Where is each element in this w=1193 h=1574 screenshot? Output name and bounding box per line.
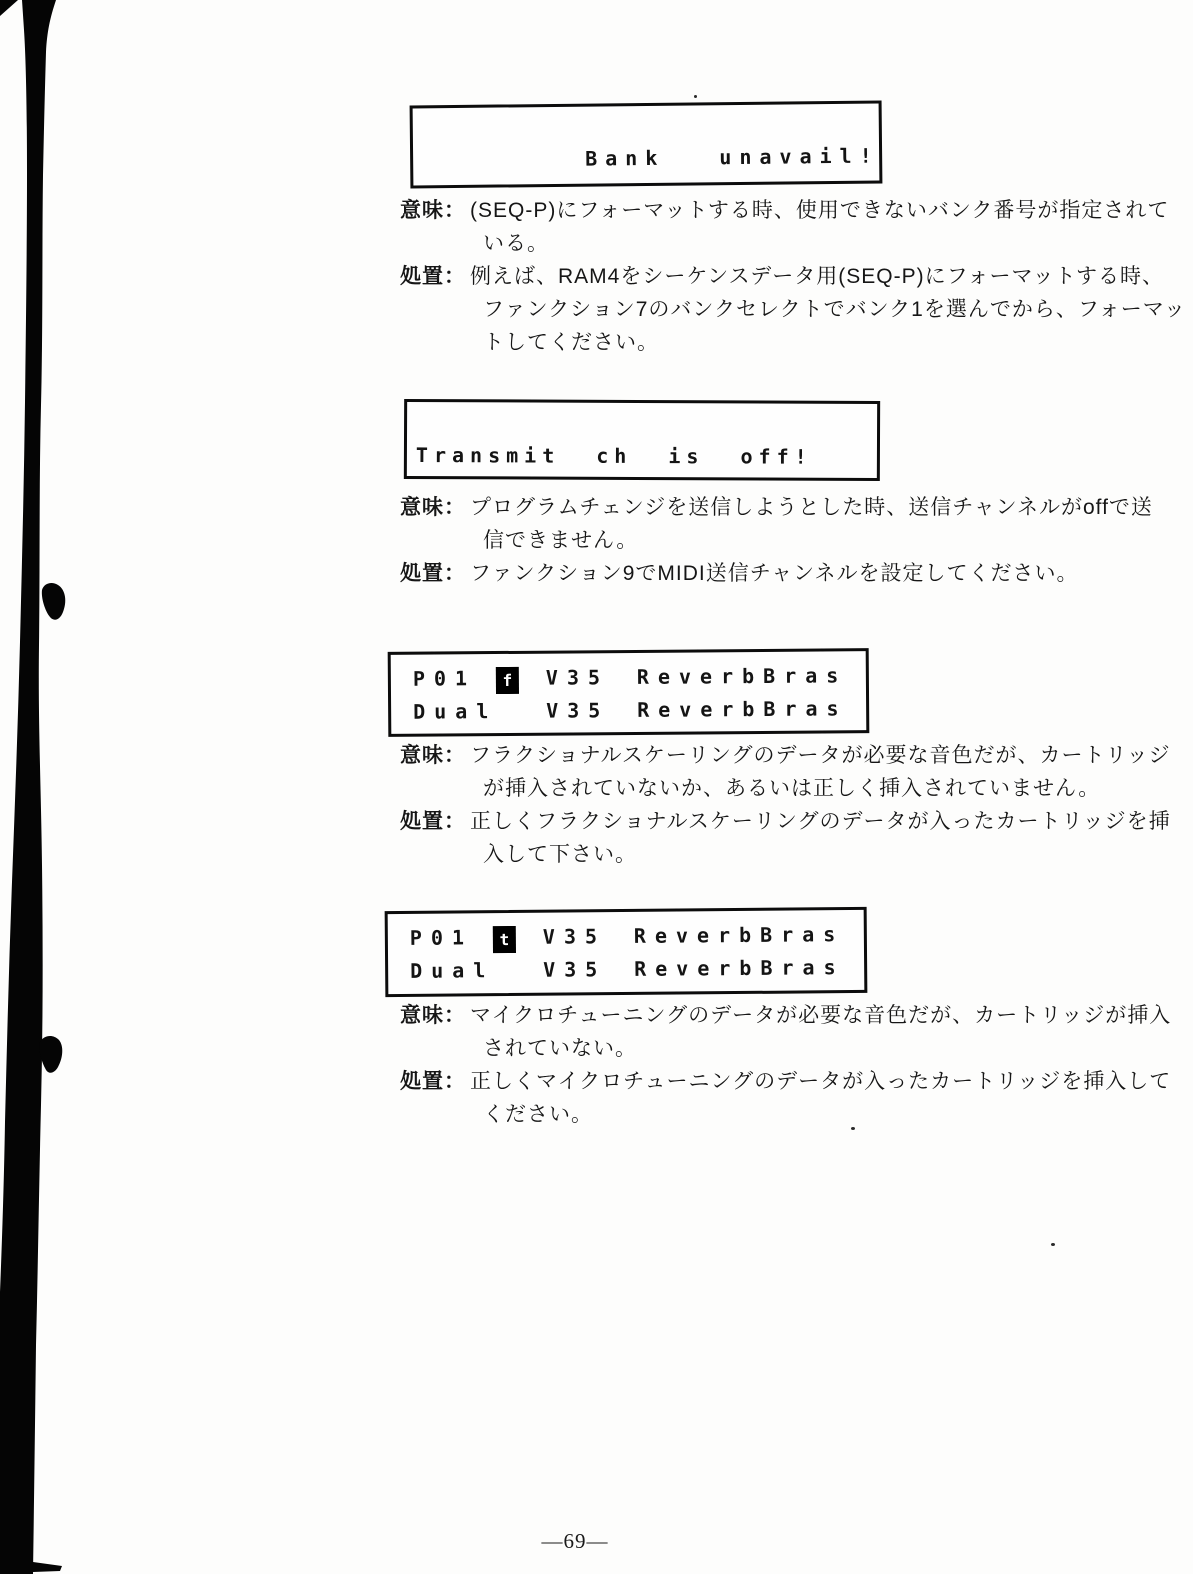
description-block-fractional-scaling — [400, 739, 1190, 871]
meaning-label: 意味： — [400, 199, 466, 222]
line-label — [400, 326, 470, 359]
page-number: —69— — [541, 1529, 609, 1553]
lcd-display-bank-unavail — [410, 101, 883, 189]
remedy-label: 処置： — [400, 562, 466, 585]
scan-speck — [851, 1127, 855, 1130]
remedy-row — [400, 260, 1190, 293]
meaning-row — [400, 194, 1190, 227]
remedy-label: 処置： — [400, 1070, 466, 1093]
remedy-row — [400, 1065, 1190, 1098]
continuation-row — [400, 1032, 1190, 1065]
meaning-label: 意味： — [400, 1004, 466, 1027]
lcd-voice-number: V35 — [542, 924, 607, 949]
line-label — [400, 1098, 470, 1131]
continuation-row — [400, 1098, 1190, 1131]
line-text: いる。 — [483, 232, 549, 255]
line-label — [400, 293, 470, 326]
lcd-voice-name: ReverbBras — [636, 663, 848, 689]
line-label — [400, 1032, 470, 1065]
continuation-row — [400, 838, 1190, 871]
line-label — [400, 524, 470, 557]
remedy-label: 処置： — [400, 810, 466, 833]
continuation-row — [400, 293, 1190, 326]
line-text: ください。 — [483, 1103, 593, 1126]
line-label — [400, 772, 470, 805]
line-text: トしてください。 — [483, 331, 659, 354]
lcd-voice-number: V35 — [546, 698, 610, 723]
lcd-program-number: P01 — [409, 925, 474, 950]
remedy-label: 処置： — [400, 265, 466, 288]
line-text: が挿入されていないか、あるいは正しく挿入されていません。 — [483, 777, 1101, 800]
continuation-row — [400, 524, 1190, 557]
lcd-voice-name: ReverbBras — [637, 696, 848, 722]
description-block-transmit-off — [400, 491, 1190, 590]
line-text: (SEQ-P)にフォーマットする時、使用できないバンク番号が指定されて — [470, 199, 1170, 222]
continuation-row — [400, 227, 1190, 260]
lcd-voice-name: ReverbBras — [633, 922, 845, 948]
line-label — [400, 838, 470, 871]
continuation-row — [400, 772, 1190, 805]
scan-speck — [694, 95, 697, 98]
remedy-row — [400, 557, 1190, 590]
lcd-display-micro-tuning — [385, 907, 868, 997]
meaning-label: 意味： — [400, 496, 466, 519]
continuation-row — [400, 326, 1190, 359]
scan-binding-artifact — [0, 0, 80, 1574]
description-block-bank-unavail — [400, 194, 1190, 359]
line-text: 信できません。 — [483, 529, 639, 552]
lcd-message-text: Bank unavail! — [585, 143, 880, 171]
lcd-voice-number: V35 — [545, 665, 610, 690]
lcd-display-transmit-off — [404, 399, 880, 481]
lcd-voice-name: ReverbBras — [634, 955, 845, 981]
lcd-inverse-f-flag: f — [496, 667, 519, 694]
lcd-voice-number: V35 — [543, 957, 607, 982]
line-text: プログラムチェンジを送信しようとした時、送信チャンネルがoffで送 — [470, 496, 1153, 519]
line-text: ファンクション7のバンクセレクトでバンク1を選んでから、フォーマッ — [483, 298, 1186, 321]
meaning-label: 意味： — [400, 744, 466, 767]
lcd-mode-label: Dual — [413, 699, 498, 724]
line-text: フラクショナルスケーリングのデータが必要な音色だが、カートリッジ — [470, 744, 1171, 767]
line-label — [400, 227, 470, 260]
meaning-row — [400, 491, 1190, 524]
lcd-program-number: P01 — [412, 666, 477, 691]
lcd-mode-label: Dual — [410, 958, 495, 983]
line-text: マイクロチューニングのデータが必要な音色だが、カートリッジが挿入 — [470, 1004, 1172, 1027]
meaning-row — [400, 999, 1190, 1032]
lcd-display-fractional-scaling — [388, 648, 870, 737]
remedy-row — [400, 805, 1190, 838]
scan-speck — [1051, 1243, 1055, 1246]
line-text: 入して下さい。 — [483, 843, 637, 866]
lcd-message-text: Transmit ch is off! — [415, 443, 813, 469]
line-text: 例えば、RAM4をシーケンスデータ用(SEQ-P)にフォーマットする時、 — [470, 265, 1165, 288]
line-text: ファンクション9でMIDI送信チャンネルを設定してください。 — [470, 562, 1079, 585]
line-text: 正しくマイクロチューニングのデータが入ったカートリッジを挿入して — [470, 1070, 1172, 1093]
description-block-micro-tuning — [400, 999, 1190, 1131]
meaning-row — [400, 739, 1190, 772]
line-text: 正しくフラクショナルスケーリングのデータが入ったカートリッジを挿 — [470, 810, 1171, 833]
line-text: されていない。 — [483, 1037, 637, 1060]
lcd-inverse-t-flag: t — [493, 926, 516, 953]
